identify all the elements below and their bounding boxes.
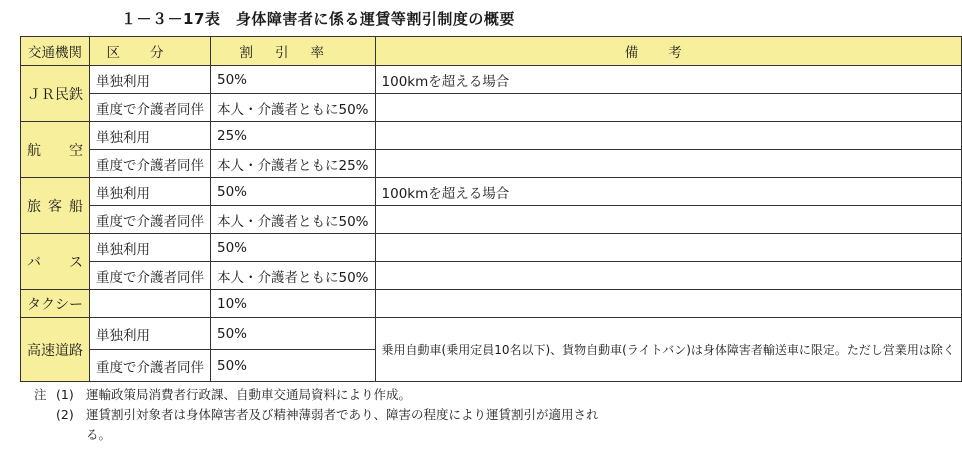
header-mode: 交通機関 xyxy=(21,37,90,66)
table-row xyxy=(21,290,962,318)
footnote-text: 運賃割引対象者は身体障害者及び精神薄弱者であり、障害の程度により運賃割引が適用される。 xyxy=(86,407,599,442)
rate-cell: 50% xyxy=(211,318,376,350)
rate-cell: 本人・介護者ともに50% xyxy=(211,206,376,234)
category-cell: 重度で介護者同伴 xyxy=(90,206,211,234)
footnotes xyxy=(34,385,614,445)
category-cell xyxy=(90,290,211,318)
discount-summary-table xyxy=(20,36,962,382)
mode-cell-jr: ＪＲ民鉄 xyxy=(21,66,90,122)
rate-cell: 50% xyxy=(211,66,376,94)
table-row xyxy=(21,234,962,262)
remarks-cell xyxy=(375,150,961,178)
category-cell: 単独利用 xyxy=(90,234,211,262)
footnote-label: 注 xyxy=(34,387,47,402)
table-row xyxy=(21,122,962,150)
rate-cell: 50% xyxy=(211,350,376,382)
remarks-cell xyxy=(375,122,961,150)
category-cell: 単独利用 xyxy=(90,178,211,206)
footnote-number: (2) xyxy=(56,407,74,422)
table-row xyxy=(21,318,962,350)
category-cell: 単独利用 xyxy=(90,318,211,350)
category-cell: 重度で介護者同伴 xyxy=(90,150,211,178)
remarks-cell xyxy=(375,94,961,122)
table-row xyxy=(21,66,962,94)
rate-cell: 本人・介護者ともに25% xyxy=(211,150,376,178)
table-row xyxy=(21,206,962,234)
rate-cell: 25% xyxy=(211,122,376,150)
mode-cell-air: 航空 xyxy=(21,122,90,178)
category-cell: 重度で介護者同伴 xyxy=(90,94,211,122)
footnote-item xyxy=(34,405,614,445)
mode-cell-taxi: タクシー xyxy=(21,290,90,318)
remarks-cell: 100kmを超える場合 xyxy=(375,178,961,206)
category-cell: 単独利用 xyxy=(90,66,211,94)
table-row xyxy=(21,178,962,206)
rate-cell: 本人・介護者ともに50% xyxy=(211,94,376,122)
category-cell: 単独利用 xyxy=(90,122,211,150)
mode-cell-bus: バス xyxy=(21,234,90,290)
remarks-cell xyxy=(375,206,961,234)
remarks-cell xyxy=(375,262,961,290)
header-remarks: 備考 xyxy=(375,37,961,66)
table-row xyxy=(21,262,962,290)
footnote-number: (1) xyxy=(56,387,74,402)
rate-cell: 50% xyxy=(211,178,376,206)
table-title: １－３－17表 身体障害者に係る運賃等割引制度の概要 xyxy=(121,10,515,28)
rate-cell: 50% xyxy=(211,234,376,262)
remarks-cell xyxy=(375,234,961,262)
table-row xyxy=(21,94,962,122)
category-cell: 重度で介護者同伴 xyxy=(90,350,211,382)
header-rate: 割引率 xyxy=(211,37,376,66)
remarks-cell: 100kmを超える場合 xyxy=(375,66,961,94)
rate-cell: 10% xyxy=(211,290,376,318)
mode-cell-ship: 旅客船 xyxy=(21,178,90,234)
rate-cell: 本人・介護者ともに50% xyxy=(211,262,376,290)
remarks-cell-highway: 乗用自動車(乗用定員10名以下)、貨物自動車(ライトバン)は身体障害者輸送車に限定。ただし営業用は除く xyxy=(375,318,961,382)
category-cell: 重度で介護者同伴 xyxy=(90,262,211,290)
remarks-cell xyxy=(375,290,961,318)
table-header-row xyxy=(21,37,962,66)
header-category: 区分 xyxy=(90,37,211,66)
mode-cell-highway: 高速道路 xyxy=(21,318,90,382)
table-row xyxy=(21,150,962,178)
footnote-text: 運輸政策局消費者行政課、自動車交通局資料により作成。 xyxy=(86,387,412,402)
footnote-item xyxy=(34,385,614,405)
